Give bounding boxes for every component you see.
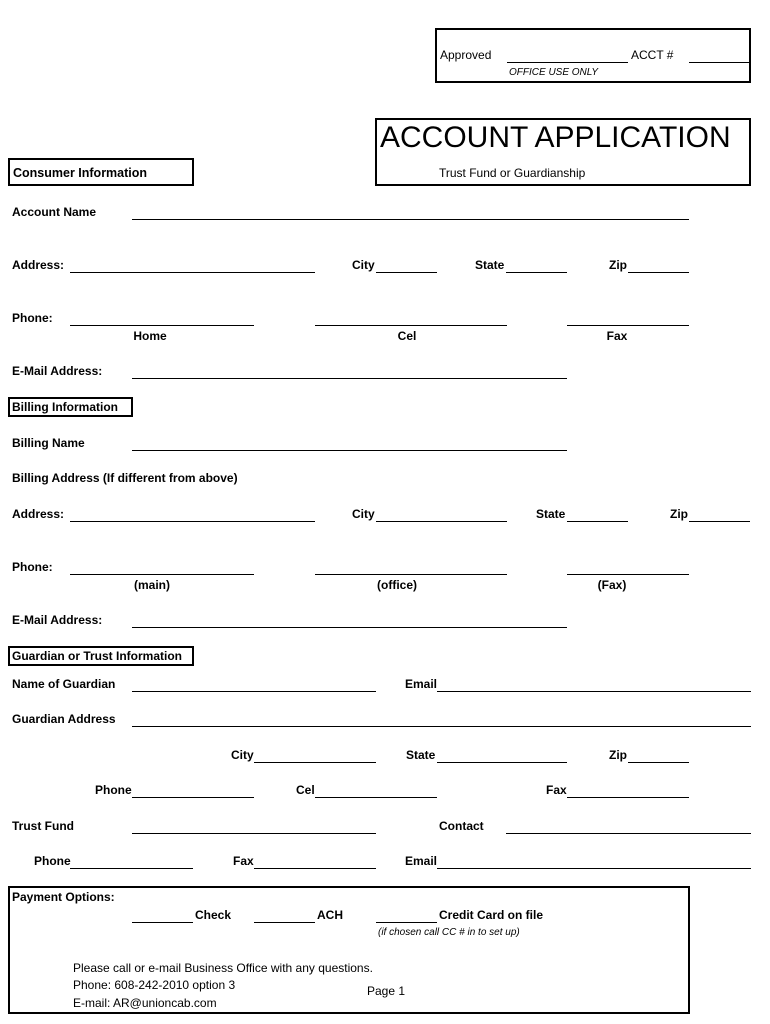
state-field[interactable] — [506, 272, 567, 273]
trust-email-label: Email — [405, 854, 438, 868]
billing-email-field[interactable] — [132, 627, 567, 628]
address-label: Address: — [12, 258, 65, 272]
ach-label: ACH — [317, 908, 343, 922]
guardian-city-field[interactable] — [254, 762, 376, 763]
guardian-email-label: Email — [405, 677, 438, 691]
section-guardian-info: Guardian or Trust Information — [8, 646, 194, 666]
guardian-city-label: City — [231, 748, 254, 762]
email-label: E-Mail Address: — [12, 364, 103, 378]
contact-note-line1: Please call or e-mail Business Office with any questions. — [73, 961, 373, 975]
billing-zip-label: Zip — [670, 507, 688, 521]
guardian-cel-label: Cel — [296, 783, 315, 797]
trust-fund-field[interactable] — [132, 833, 376, 834]
page-title: ACCOUNT APPLICATION — [380, 121, 731, 154]
payment-options-box — [8, 886, 690, 1014]
page-number: Page 1 — [367, 984, 406, 998]
trust-phone-field[interactable] — [70, 868, 193, 869]
trust-fax-label: Fax — [233, 854, 254, 868]
city-field[interactable] — [376, 272, 437, 273]
office-use-note: OFFICE USE ONLY — [509, 67, 599, 78]
approved-field[interactable] — [507, 62, 628, 63]
guardian-state-label: State — [406, 748, 436, 762]
email-field[interactable] — [132, 378, 567, 379]
billing-office-phone-field[interactable] — [315, 574, 507, 575]
guardian-address-label: Guardian Address — [12, 712, 116, 726]
cel-caption: Cel — [397, 329, 417, 343]
billing-address-field[interactable] — [70, 521, 315, 522]
billing-address-label: Address: — [12, 507, 65, 521]
account-name-label: Account Name — [12, 205, 97, 219]
state-label: State — [475, 258, 505, 272]
payment-options-label: Payment Options: — [12, 890, 115, 904]
contact-label: Contact — [439, 819, 484, 833]
contact-field[interactable] — [506, 833, 751, 834]
page-subtitle: Trust Fund or Guardianship — [439, 166, 586, 180]
billing-main-phone-field[interactable] — [70, 574, 254, 575]
home-phone-field[interactable] — [70, 325, 254, 326]
billing-address-note: Billing Address (If different from above) — [12, 471, 238, 485]
trust-fax-field[interactable] — [254, 868, 376, 869]
billing-name-label: Billing Name — [12, 436, 85, 450]
fax-caption: Fax — [606, 329, 628, 343]
guardian-state-field[interactable] — [437, 762, 567, 763]
guardian-cel-field[interactable] — [315, 797, 437, 798]
section-billing-info: Billing Information — [8, 397, 133, 417]
phone-label: Phone: — [12, 311, 53, 325]
billing-name-field[interactable] — [132, 450, 567, 451]
contact-note-email: E-mail: AR@unioncab.com — [73, 996, 217, 1010]
guardian-phone-field[interactable] — [132, 797, 254, 798]
acct-field[interactable] — [689, 62, 749, 63]
billing-city-label: City — [352, 507, 375, 521]
trust-phone-label: Phone — [34, 854, 71, 868]
billing-city-field[interactable] — [376, 521, 507, 522]
guardian-name-label: Name of Guardian — [12, 677, 116, 691]
office-caption: (office) — [377, 578, 417, 592]
billing-fax-caption: (Fax) — [597, 578, 627, 592]
ach-field[interactable] — [254, 922, 315, 923]
billing-state-label: State — [536, 507, 566, 521]
trust-email-field[interactable] — [437, 868, 751, 869]
approved-label: Approved — [440, 48, 492, 62]
cel-phone-field[interactable] — [315, 325, 507, 326]
account-name-field[interactable] — [132, 219, 689, 220]
city-label: City — [352, 258, 375, 272]
check-label: Check — [195, 908, 232, 922]
billing-state-field[interactable] — [567, 521, 628, 522]
zip-field[interactable] — [628, 272, 689, 273]
guardian-address-field[interactable] — [132, 726, 751, 727]
check-field[interactable] — [132, 922, 193, 923]
guardian-zip-label: Zip — [609, 748, 627, 762]
guardian-fax-field[interactable] — [567, 797, 689, 798]
trust-fund-label: Trust Fund — [12, 819, 74, 833]
guardian-fax-label: Fax — [546, 783, 567, 797]
acct-label: ACCT # — [631, 48, 674, 62]
zip-label: Zip — [609, 258, 627, 272]
guardian-zip-field[interactable] — [628, 762, 689, 763]
billing-email-label: E-Mail Address: — [12, 613, 103, 627]
address-field[interactable] — [70, 272, 315, 273]
guardian-name-field[interactable] — [132, 691, 376, 692]
credit-card-field[interactable] — [376, 922, 437, 923]
guardian-phone-label: Phone — [95, 783, 132, 797]
guardian-email-field[interactable] — [437, 691, 751, 692]
fax-field[interactable] — [567, 325, 689, 326]
contact-note-phone: Phone: 608-242-2010 option 3 — [73, 978, 236, 992]
billing-fax-field[interactable] — [567, 574, 689, 575]
credit-card-label: Credit Card on file — [439, 908, 544, 922]
cc-note: (if chosen call CC # in to set up) — [378, 927, 520, 938]
home-caption: Home — [133, 329, 167, 343]
billing-zip-field[interactable] — [689, 521, 750, 522]
billing-phone-label: Phone: — [12, 560, 53, 574]
section-consumer-info: Consumer Information — [8, 158, 194, 186]
main-caption: (main) — [134, 578, 170, 592]
